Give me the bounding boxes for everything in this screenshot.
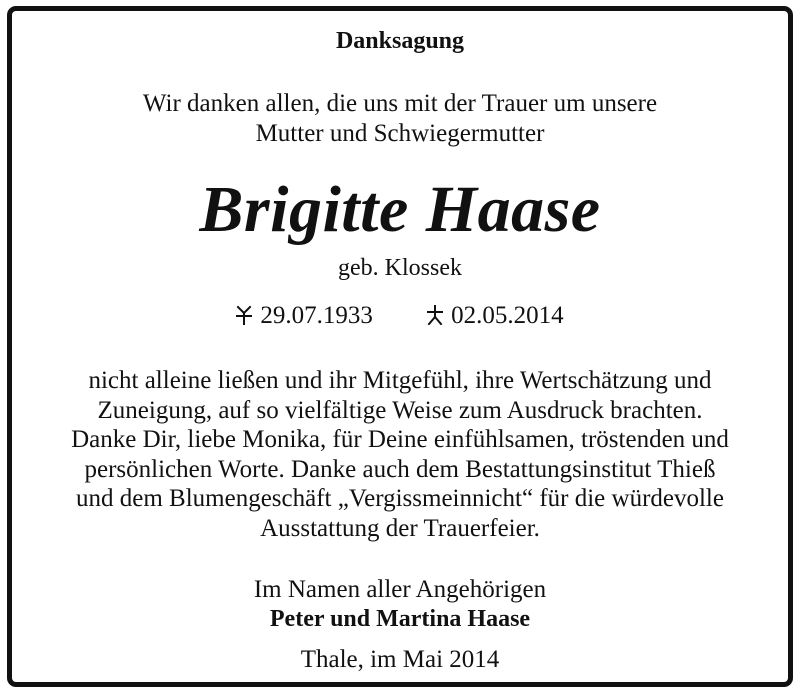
body-line: nicht alleine ließen und ihr Mitgefühl, ihre Wertschätzung und — [88, 367, 712, 394]
deceased-name: Brigitte Haase — [199, 173, 601, 246]
birth-date-group — [236, 302, 373, 330]
birth-date: 29.07.1933 — [260, 302, 373, 329]
intro-line: Wir danken allen, die uns mit der Trauer um unsere — [142, 90, 658, 117]
body-line: persönlichen Worte. Danke auch dem Bestattungsinstitut Thieß — [84, 455, 716, 483]
signature-names: Peter und Martina Haase — [269, 606, 531, 632]
body-line: Zuneigung, auf so vielfältige Weise zum Ausdruck brachten. — [97, 396, 703, 424]
death-cross-icon — [427, 305, 443, 325]
body-line: Danke Dir, liebe Monika, für Deine einfühlsamen, tröstenden und — [71, 426, 729, 453]
intro-line: Mutter und Schwiegermutter — [255, 120, 545, 147]
intro-text — [0, 89, 800, 149]
birth-star-icon — [236, 305, 252, 325]
place-date: Thale, im Mai 2014 — [300, 646, 500, 673]
body-text — [0, 366, 800, 543]
life-dates — [0, 302, 800, 330]
body-line: und dem Blumengeschäft „Vergissmeinnicht“ für die würdevolle — [76, 485, 724, 512]
notice-heading: Danksagung — [335, 28, 465, 54]
death-date-group — [427, 302, 564, 330]
death-date: 02.05.2014 — [451, 302, 564, 329]
signature-intro: Im Namen aller Angehörigen — [253, 576, 547, 603]
body-line: Ausstattung der Trauerfeier. — [260, 514, 540, 542]
maiden-name: geb. Klossek — [338, 255, 462, 281]
